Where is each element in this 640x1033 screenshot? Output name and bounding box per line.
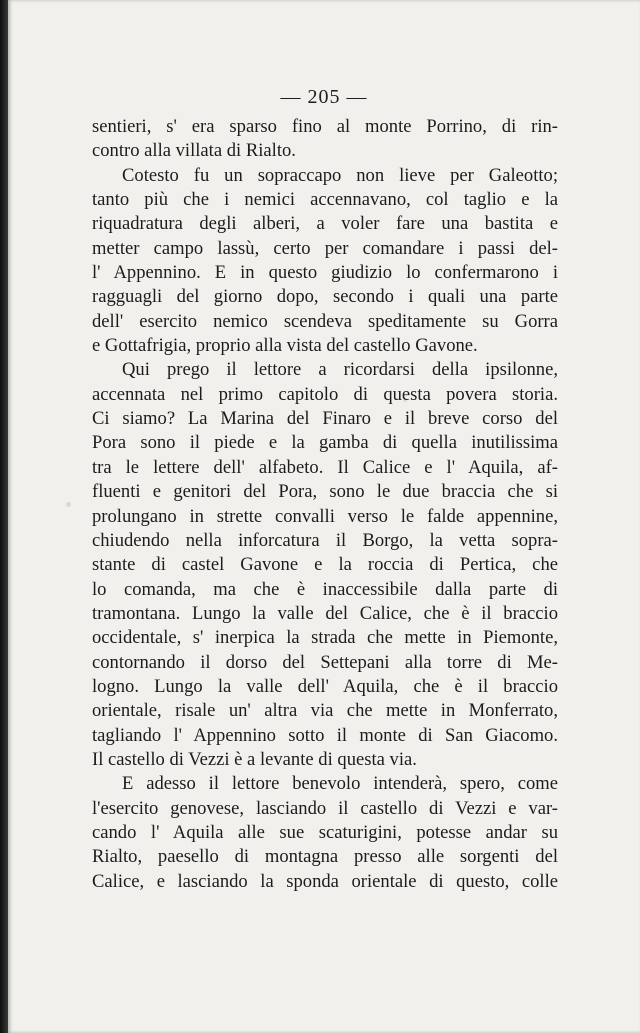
text-line: e Gottafrigia, proprio alla vista del castello Gavone. <box>92 335 478 357</box>
text-line: Rialto, paesello di montagna presso alle sorgenti del <box>92 846 558 868</box>
text-line: riquadratura degli alberi, a voler fare una bastita e <box>92 213 558 235</box>
text-line: Il castello di Vezzi è a levante di questa via. <box>92 748 417 770</box>
text-line: lo comanda, ma che è inaccessibile dalla parte di <box>92 578 558 600</box>
text-line: ragguagli del giorno dopo, secondo i quali una parte <box>92 286 558 308</box>
text-line: Calice, e lasciando la sponda orientale di questo, colle <box>92 870 558 892</box>
text-line: sentieri, s' era sparso fino al monte Porrino, di rin- <box>92 116 558 137</box>
text-line: tra le lettere dell' alfabeto. Il Calice e l' Aquila, af- <box>92 456 558 478</box>
text-line: prolungano in strette convalli verso le falde appennine, <box>92 505 558 527</box>
text-line: orientale, risale un' altra via che mette in Monferrato, <box>92 700 558 722</box>
text-line: tagliando l' Appennino sotto il monte di San Giacomo. <box>92 724 558 746</box>
text-line: contro alla villata di Rialto. <box>92 140 296 162</box>
text-line: dell' esercito nemico scendeva speditamente su Gorra <box>92 310 558 332</box>
page-number: — 205 — <box>280 86 368 108</box>
text-line: contornando il dorso del Settepani alla torre di Me- <box>92 651 558 673</box>
book-page <box>8 0 640 1033</box>
text-line: l' Appennino. E in questo giudizio lo confermarono i <box>92 262 558 284</box>
text-line: l'esercito genovese, lasciando il castello di Vezzi e var- <box>92 797 558 819</box>
text-line: logno. Lungo la valle dell' Aquila, che è il braccio <box>92 675 558 697</box>
text-line: cando l' Aquila alle sue scaturigini, potesse andar su <box>92 821 558 843</box>
text-line: metter campo lassù, certo per comandare i passi del- <box>92 237 558 259</box>
text-line: Qui prego il lettore a ricordarsi della ipsilonne, <box>122 359 558 381</box>
scan-binding-edge <box>0 0 8 1033</box>
text-line: chiudendo nella inforcatura il Borgo, la vetta sopra- <box>92 529 558 551</box>
paper-speck <box>66 502 71 507</box>
text-line: Ci siamo? La Marina del Finaro e il breve corso del <box>92 408 558 430</box>
text-line: Cotesto fu un sopraccapo non lieve per Galeotto; <box>122 164 558 186</box>
text-line: occidentale, s' inerpica la strada che mette in Piemonte, <box>92 627 558 649</box>
body-text <box>92 115 558 894</box>
text-line: stante di castel Gavone e la roccia di Pertica, che <box>92 554 558 576</box>
text-line: Pora sono il piede e la gamba di quella inutilissima <box>92 432 558 454</box>
text-line: tanto più che i nemici accennavano, col taglio e la <box>92 189 558 211</box>
text-line: tramontana. Lungo la valle del Calice, che è il braccio <box>92 602 558 624</box>
text-line: accennata nel primo capitolo di questa povera storia. <box>92 383 558 405</box>
text-line: fluenti e genitori del Pora, sono le due braccia che si <box>92 481 558 503</box>
text-line: E adesso il lettore benevolo intenderà, spero, come <box>122 773 558 795</box>
